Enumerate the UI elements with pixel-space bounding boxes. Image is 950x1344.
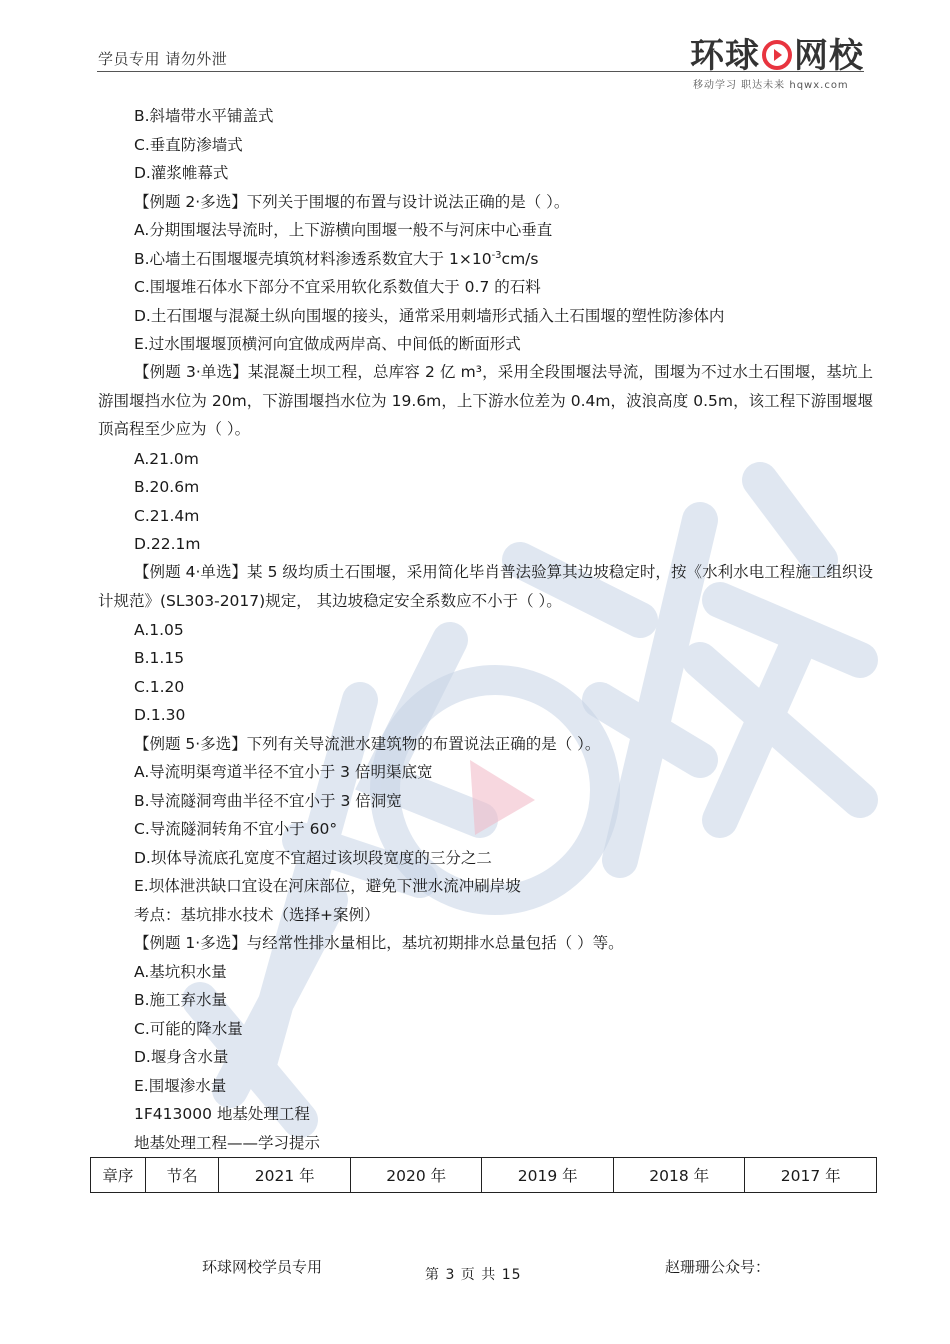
footer-brand-note: 环球网校学员专用 (202, 1258, 323, 1276)
option-line: B.导流隧洞弯曲半径不宜小于 3 倍洞宽 (134, 792, 402, 810)
option-line: D.1.30 (134, 706, 186, 724)
table-cell: 2017 年 (745, 1158, 877, 1193)
brand-logo (690, 28, 870, 92)
option-line (134, 249, 538, 269)
question-5-stem: 【例题 5·多选】下列有关导流泄水建筑物的布置说法正确的是（ ）。 (134, 735, 601, 753)
table-cell: 章序 (91, 1158, 146, 1193)
option-line: A.1.05 (134, 621, 184, 639)
option-line: D.22.1m (134, 535, 201, 553)
option-line: C.导流隧洞转角不宜小于 60° (134, 820, 338, 838)
section-heading: 地基处理工程——学习提示 (134, 1134, 321, 1152)
option-line: A.21.0m (134, 450, 199, 468)
header-confidential-note: 学员专用 请勿外泄 (98, 50, 228, 68)
option-line: E.围堰渗水量 (134, 1077, 227, 1095)
table-cell: 2021 年 (219, 1158, 351, 1193)
option-line: D.灌浆帷幕式 (134, 164, 229, 182)
unit-text: cm/s (501, 250, 539, 268)
section-topic: 考点：基坑排水技术（选择+案例） (134, 906, 380, 924)
option-line: D.土石围堰与混凝土纵向围堰的接头，通常采用刺墙形式插入土石围堰的塑性防渗体内 (134, 307, 725, 325)
option-line: B.20.6m (134, 478, 200, 496)
question-4-stem: 【例题 4·单选】某 5 级均质土石围堰，采用简化毕肖普法验算其边坡稳定时，按《水利水电工程施工组织设计规范》(SL303-2017)规定， 其边坡稳定安全系数应不小于（ ）。 (98, 563, 873, 610)
play-icon (762, 40, 792, 70)
table-header-row (91, 1158, 877, 1193)
page-header (0, 0, 950, 100)
table-cell: 2018 年 (613, 1158, 745, 1193)
question-1-stem: 【例题 1·多选】与经常性排水量相比，基坑初期排水总量包括（ ）等。 (134, 934, 624, 952)
page-number: 第 3 页 共 15 (425, 1267, 522, 1283)
option-line: C.21.4m (134, 507, 200, 525)
chapter-heading: 1F413000 地基处理工程 (134, 1105, 310, 1123)
exam-frequency-table (90, 1157, 877, 1193)
option-line: B.施工弃水量 (134, 991, 228, 1009)
logo-text-part1: 环球 (690, 36, 760, 76)
logo-tagline: 移动学习 职达未来 hqwx.com (693, 80, 849, 91)
question-2-stem: 【例题 2·多选】下列关于围堰的布置与设计说法正确的是（ ）。 (134, 193, 570, 211)
footer-account-note: 赵珊珊公众号： (665, 1258, 771, 1276)
option-line: C.围堰堆石体水下部分不宜采用软化系数值大于 0.7 的石料 (134, 278, 541, 296)
option-line: C.垂直防渗墙式 (134, 136, 243, 154)
option-line: C.可能的降水量 (134, 1020, 243, 1038)
table-cell: 节名 (145, 1158, 219, 1193)
option-line: B.斜墙带水平铺盖式 (134, 107, 274, 125)
option-line: C.1.20 (134, 678, 185, 696)
option-line: A.基坑积水量 (134, 963, 227, 981)
option-line: D.堰身含水量 (134, 1048, 229, 1066)
option-text: B.心墙土石围堰堰壳填筑材料渗透系数宜大于 1×10 (134, 250, 492, 268)
option-line: E.坝体泄洪缺口宜设在河床部位，避免下泄水流冲刷岸坡 (134, 877, 521, 895)
logo-wordmark (690, 28, 864, 77)
exponent: -3 (491, 249, 502, 261)
option-line: A.分期围堰法导流时，上下游横向围堰一般不与河床中心垂直 (134, 221, 553, 239)
option-line: E.过水围堰堰顶横河向宜做成两岸高、中间低的断面形式 (134, 335, 521, 353)
option-line: B.1.15 (134, 649, 185, 667)
question-3-stem: 【例题 3·单选】某混凝土坝工程，总库容 2 亿 m³，采用全段围堰法导流，围堰为不过水土石围堰，基坑上游围堰挡水位为 20m，下游围堰挡水位为 19.6m，上下游水位差为 0.4m，波浪高度 0.5m，该工程下游围堰堰顶高程至少应为（ ）。 (98, 363, 873, 438)
logo-text-part2: 网校 (794, 36, 864, 76)
option-line: A.导流明渠弯道半径不宜小于 3 倍明渠底宽 (134, 763, 433, 781)
option-line: D.坝体导流底孔宽度不宜超过该坝段宽度的三分之二 (134, 849, 492, 867)
table-cell: 2019 年 (482, 1158, 614, 1193)
table-cell: 2020 年 (350, 1158, 482, 1193)
